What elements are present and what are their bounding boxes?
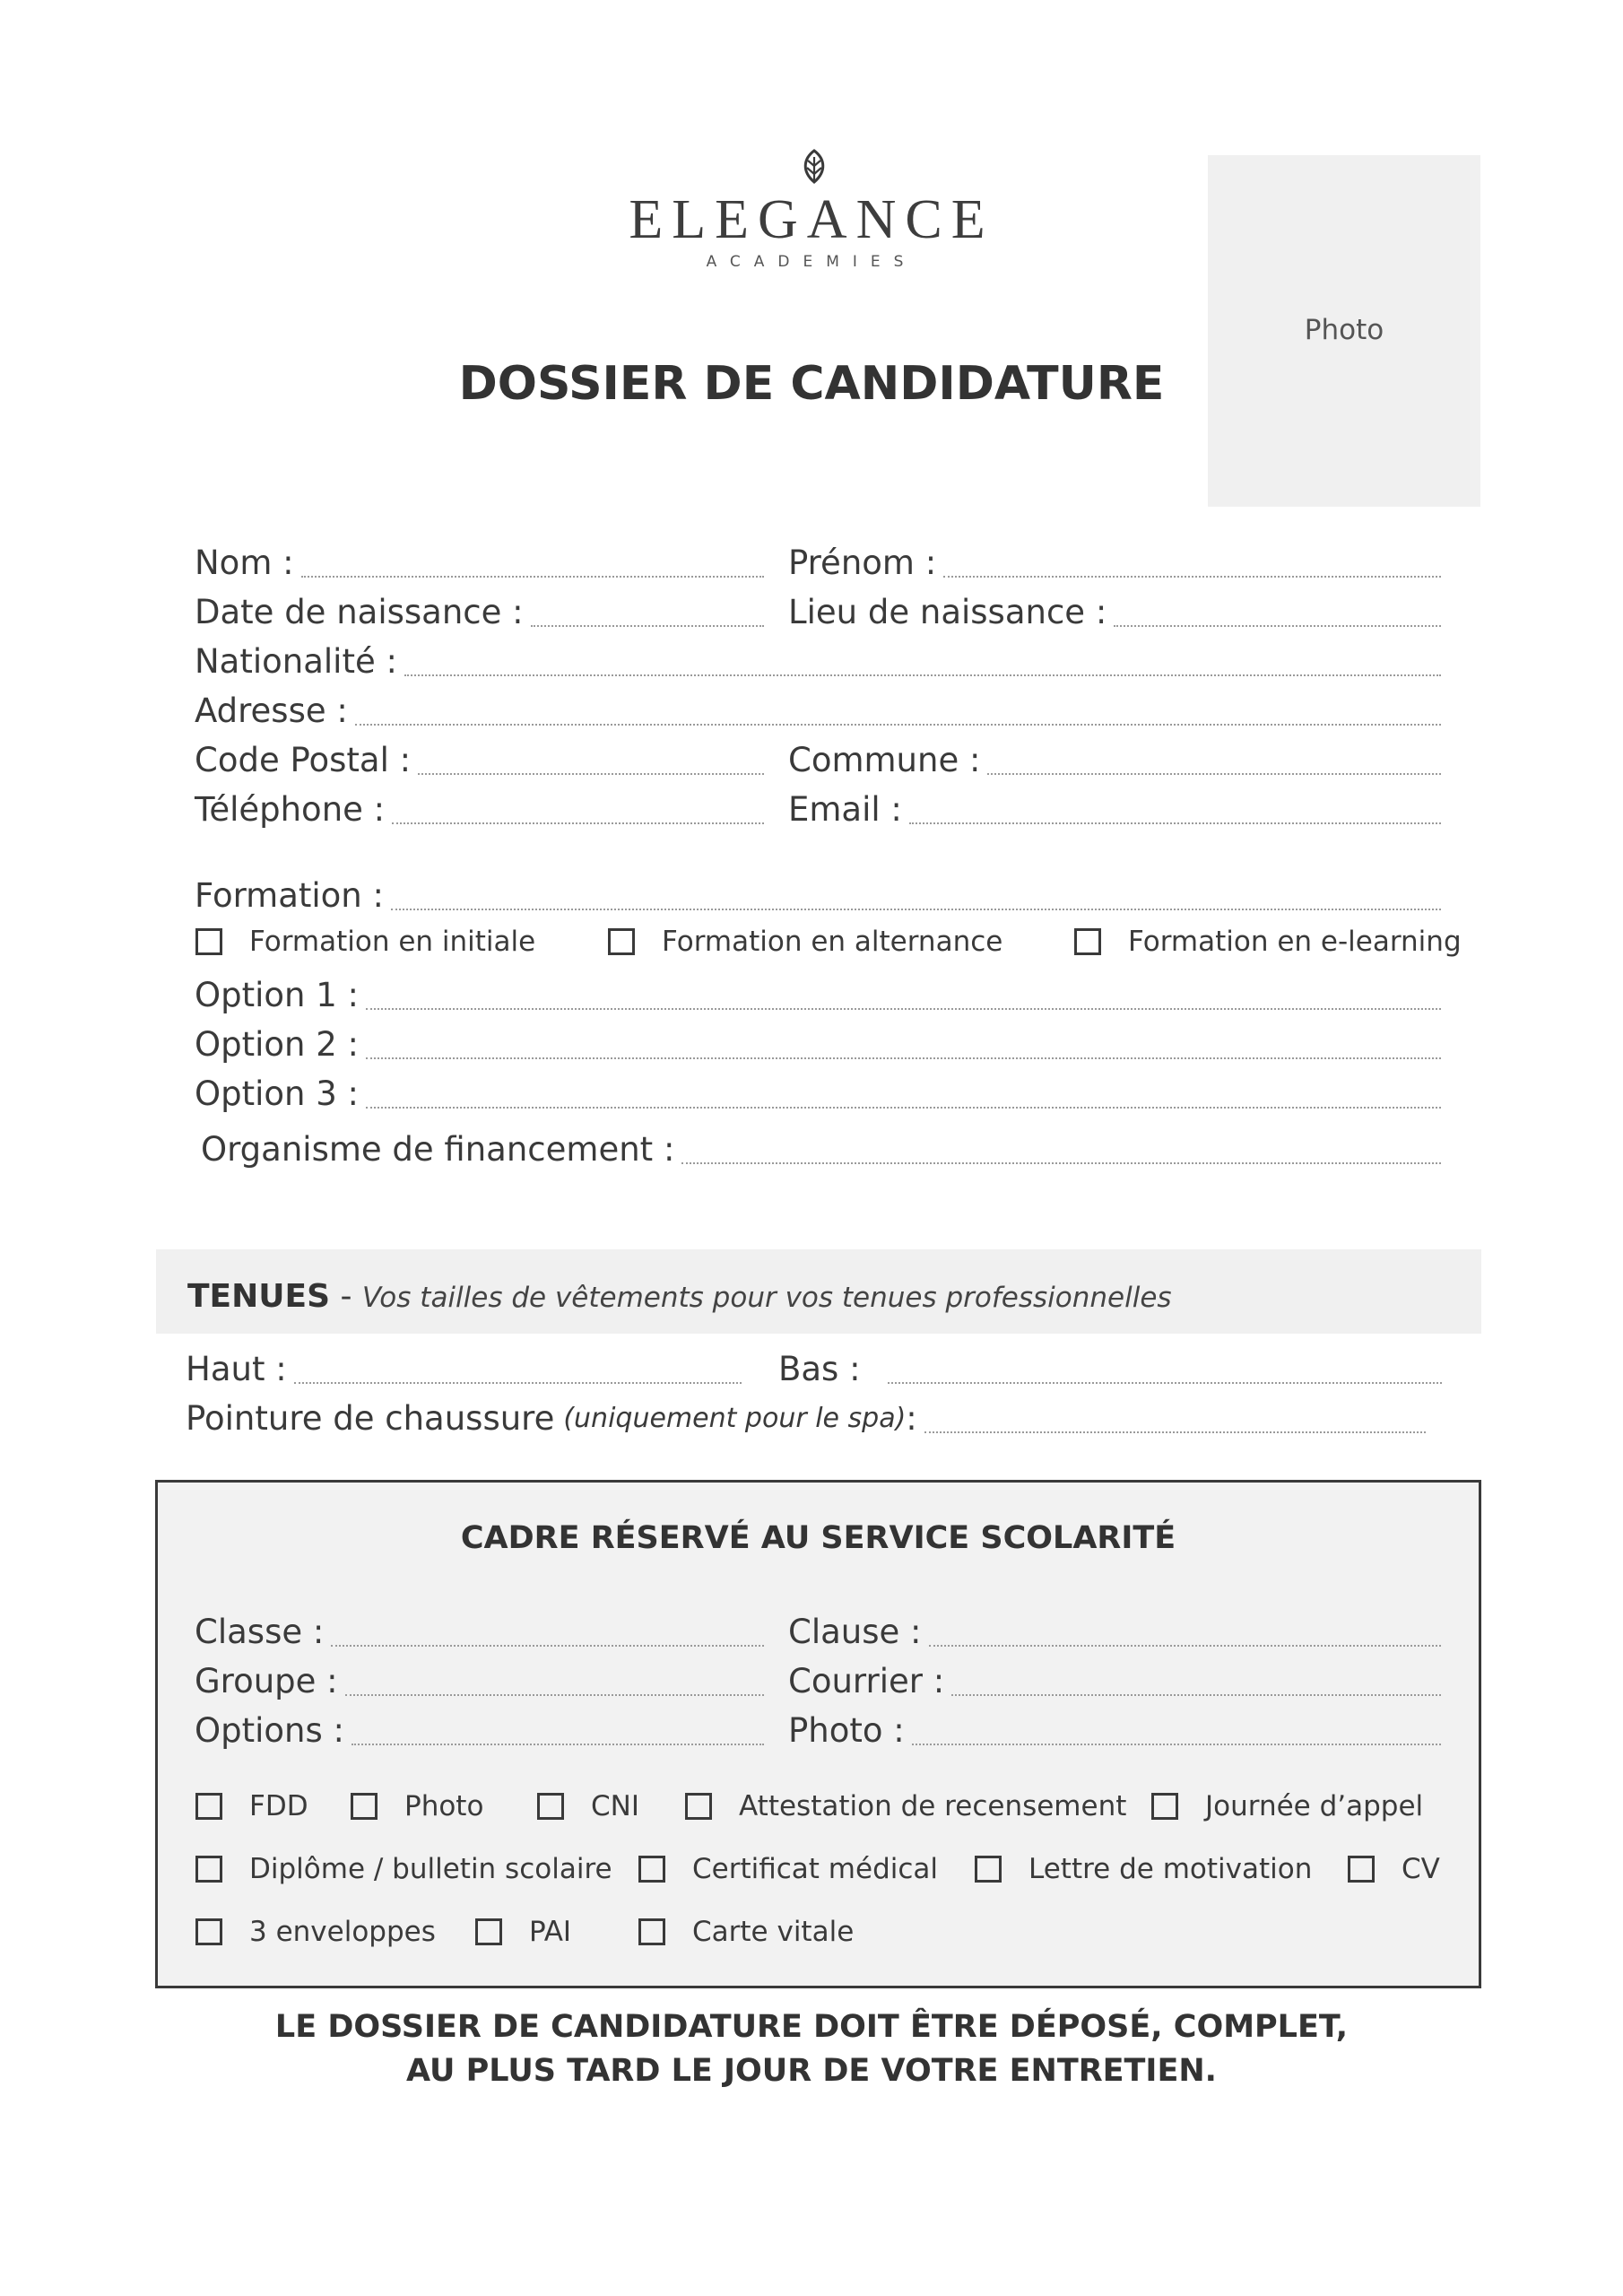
pointure-label: Pointure de chaussure [186,1399,555,1438]
checkbox-formation-alternance[interactable] [608,928,635,955]
doc-pai-label: PAI [529,1916,572,1948]
checkbox-carte-vitale[interactable] [638,1918,665,1945]
courrier-field[interactable] [788,1655,1441,1700]
checkbox-formation-elearning[interactable] [1074,928,1101,955]
formation-initiale-label: Formation en initiale [249,926,536,958]
pointure-note: (uniquement pour le spa) [563,1403,907,1434]
adresse-line[interactable] [355,723,1441,726]
nom-field[interactable] [195,536,764,581]
option3-line[interactable] [366,1106,1441,1109]
classe-label: Classe : [195,1613,325,1651]
date-naissance-field[interactable] [195,586,764,631]
telephone-label: Téléphone : [195,790,386,829]
doc-cni-label: CNI [591,1790,639,1822]
adresse-field[interactable] [195,684,1441,729]
clause-line[interactable] [929,1644,1441,1647]
checkbox-enveloppes[interactable] [195,1918,222,1945]
footer-line-1: LE DOSSIER DE CANDIDATURE DOIT ÊTRE DÉPOSÉ, COMPLET, [274,2009,1349,2045]
service-title: CADRE RÉSERVÉ AU SERVICE SCOLARITÉ [460,1520,1176,1556]
option2-label: Option 2 : [195,1025,360,1064]
clause-field[interactable] [788,1605,1441,1650]
formation-label: Formation : [195,876,384,915]
lieu-naissance-field[interactable] [788,586,1441,631]
doc-enveloppes-label: 3 enveloppes [249,1916,436,1948]
options-label: Options : [195,1711,344,1750]
formation-field[interactable] [195,869,1441,914]
doc-cv-label: CV [1402,1853,1440,1885]
page-title: DOSSIER DE CANDIDATURE [458,357,1165,411]
code-postal-label: Code Postal : [195,741,412,779]
option3-field[interactable] [195,1067,1441,1112]
options-line[interactable] [352,1743,764,1745]
commune-label: Commune : [788,741,981,779]
courrier-line[interactable] [951,1693,1441,1696]
checkbox-certificat[interactable] [638,1856,665,1883]
nom-label: Nom : [195,544,294,582]
options-field[interactable] [195,1704,764,1749]
prenom-line[interactable] [943,575,1441,578]
doc-certificat-label: Certificat médical [692,1853,939,1885]
option2-line[interactable] [366,1057,1441,1059]
email-field[interactable] [788,783,1441,828]
date-naissance-line[interactable] [531,624,764,627]
haut-line[interactable] [294,1381,742,1384]
groupe-label: Groupe : [195,1662,338,1700]
classe-line[interactable] [331,1644,764,1647]
pointure-colon: : [906,1399,917,1438]
commune-field[interactable] [788,734,1441,778]
checkbox-diplome[interactable] [195,1856,222,1883]
pointure-field[interactable] [186,1392,1426,1437]
email-label: Email : [788,790,902,829]
pointure-line[interactable] [924,1431,1426,1433]
formation-alternance-label: Formation en alternance [662,926,1003,958]
service-photo-line[interactable] [912,1743,1441,1745]
option1-label: Option 1 : [195,976,360,1014]
checkbox-photo[interactable] [351,1793,378,1820]
financement-label: Organisme de financement : [201,1130,675,1169]
nom-line[interactable] [301,575,764,578]
telephone-line[interactable] [392,822,764,824]
checkbox-cv[interactable] [1348,1856,1375,1883]
footer-line-2: AU PLUS TARD LE JOUR DE VOTRE ENTRETIEN. [406,2053,1217,2089]
financement-line[interactable] [681,1161,1441,1164]
haut-field[interactable] [186,1343,742,1387]
bas-field[interactable] [778,1343,1442,1387]
code-postal-line[interactable] [418,772,764,775]
doc-lettre-motivation-label: Lettre de motivation [1028,1853,1313,1885]
commune-line[interactable] [987,772,1441,775]
checkbox-lettre-motivation[interactable] [975,1856,1002,1883]
leaf-icon [796,148,832,186]
formation-elearning-label: Formation en e-learning [1128,926,1462,958]
haut-label: Haut : [186,1350,287,1388]
adresse-label: Adresse : [195,691,348,730]
clause-label: Clause : [788,1613,922,1651]
doc-diplome-label: Diplôme / bulletin scolaire [249,1853,612,1885]
courrier-label: Courrier : [788,1662,945,1700]
lieu-naissance-line[interactable] [1114,624,1441,627]
nationalite-line[interactable] [404,674,1441,676]
tenues-heading: TENUES [187,1278,331,1315]
doc-attestation-label: Attestation de recensement [739,1790,1127,1822]
code-postal-field[interactable] [195,734,764,778]
nationalite-field[interactable] [195,635,1441,680]
tenues-title [187,1278,1172,1315]
date-naissance-label: Date de naissance : [195,593,524,631]
classe-field[interactable] [195,1605,764,1650]
checkbox-cni[interactable] [537,1793,564,1820]
groupe-field[interactable] [195,1655,764,1700]
doc-journee-appel-label: Journée d’appel [1205,1790,1424,1822]
option1-field[interactable] [195,969,1441,1013]
option1-line[interactable] [366,1007,1441,1010]
formation-line[interactable] [391,908,1441,910]
prenom-label: Prénom : [788,544,937,582]
email-line[interactable] [909,822,1441,824]
nationalite-label: Nationalité : [195,642,397,681]
doc-photo-label: Photo [404,1790,484,1822]
checkbox-journee-appel[interactable] [1151,1793,1178,1820]
checkbox-formation-initiale[interactable] [195,928,222,955]
checkbox-pai[interactable] [475,1918,502,1945]
lieu-naissance-label: Lieu de naissance : [788,593,1107,631]
bas-line[interactable] [888,1381,1442,1384]
doc-carte-vitale-label: Carte vitale [692,1916,855,1948]
option3-label: Option 3 : [195,1074,360,1113]
telephone-field[interactable] [195,783,764,828]
bas-label: Bas : [778,1350,861,1388]
photo-label: Photo [1304,314,1384,346]
service-photo-field[interactable] [788,1704,1441,1749]
service-photo-label: Photo : [788,1711,905,1750]
groupe-line[interactable] [345,1693,764,1696]
financement-field[interactable] [201,1123,1441,1168]
brand-subtitle: ACADEMIES [706,253,917,271]
prenom-field[interactable] [788,536,1441,581]
doc-fdd-label: FDD [249,1790,308,1822]
tenues-subtitle: Vos tailles de vêtements pour vos tenues professionnelles [361,1282,1172,1314]
checkbox-attestation[interactable] [685,1793,712,1820]
tenues-separator: - [330,1278,362,1315]
brand-name: ELEGANCE [629,189,994,250]
checkbox-fdd[interactable] [195,1793,222,1820]
option2-field[interactable] [195,1018,1441,1063]
